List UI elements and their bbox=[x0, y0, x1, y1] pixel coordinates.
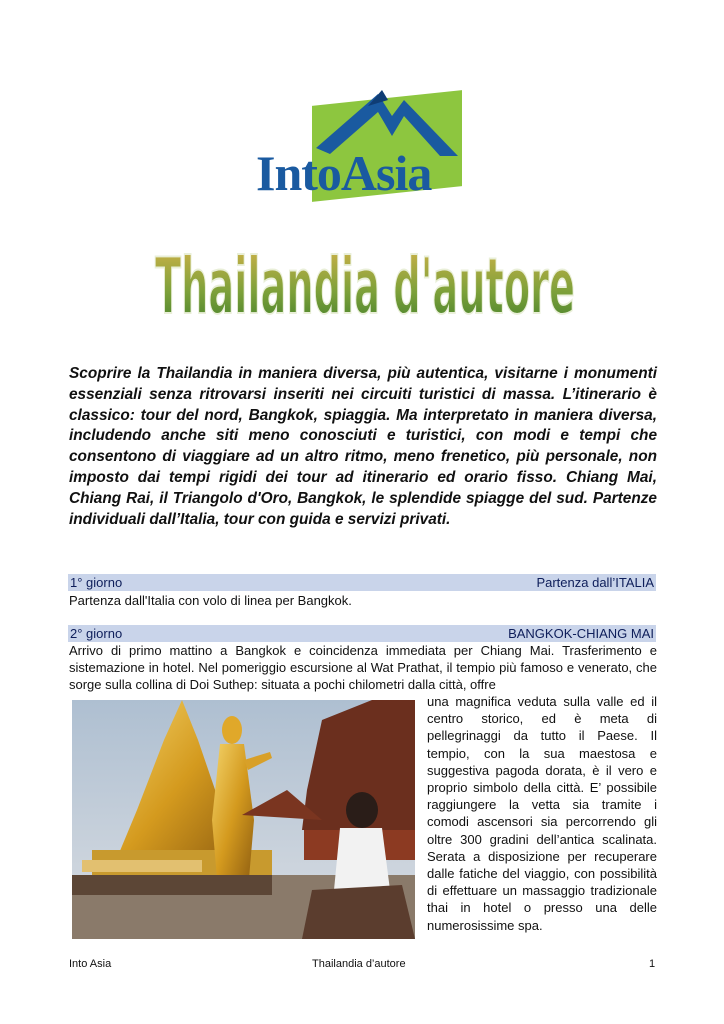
footer-company: Into Asia bbox=[69, 958, 112, 970]
logo-wordmark: IntoAsia bbox=[256, 145, 432, 201]
day-description: Partenza dall'Italia con volo di linea per Bangkok. bbox=[69, 593, 352, 608]
headline-title bbox=[150, 228, 580, 338]
day-header bbox=[68, 574, 656, 591]
page-number: 1 bbox=[649, 958, 656, 970]
day-number: 1° giorno bbox=[70, 575, 123, 590]
day-description: Arrivo di primo mattino a Bangkok e coincidenza immediata per Chiang Mai. Trasferimento e sistemazione in hotel. Nel pomeriggio escursione al Wat Prathat, il tempio più famoso e venerato, che sorge sulla collina di Doi Suthep: situata a pochi chilometri dalla città, offre bbox=[69, 643, 657, 693]
day-destination: Partenza dall’ITALIA bbox=[536, 575, 654, 590]
temple-photo bbox=[72, 700, 415, 939]
intoasia-logo bbox=[256, 86, 468, 216]
day-description-continued: una magnifica veduta sulla valle ed il centro storico, ed è meta di pellegrinaggi da tutto il Paese. Il tempio, con la sua maestosa e suggestiva pagoda dorata, è il vero e proprio simbolo della città. E’ possibile raggiungere la vetta sia tramite i comodi ascensori sia percorrendo gli oltre 300 gradini dell’antica scalinata. Serata a disposizione per recuperare dalle fatiche del viaggio, con possibilità di effettuare un massaggio tradizionale thai in hotel o presso una delle numerosissime spa. bbox=[427, 694, 657, 933]
day-number: 2° giorno bbox=[70, 626, 123, 641]
svg-text:Thailandia d'autore: Thailandia d'autore bbox=[154, 241, 575, 332]
day-header bbox=[68, 625, 656, 642]
day-destination: BANGKOK-CHIANG MAI bbox=[508, 626, 654, 641]
footer-title: Thailandia d’autore bbox=[312, 958, 406, 970]
intro-paragraph: Scoprire la Thailandia in maniera diversa, più autentica, visitarne i monumenti essenziali senza ritrovarsi inseriti nei circuiti turistici di massa. L’itinerario è classico: tour del nord, Bangkok, spiaggia. Ma interpretato in maniera diversa, includendo anche siti meno conosciuti e turistici, con modi e tempi che consentono di viaggiare ad un altro ritmo, meno frenetico, più personale, non imposto dai tempi rigidi dei tour ad itinerario ed orario fisso. Chiang Mai, Chiang Rai, il Triangolo d'Oro, Bangkok, le splendide spiagge del sud. Partenze individuali dall’Italia, tour con guida e servizi privati. bbox=[69, 365, 657, 528]
